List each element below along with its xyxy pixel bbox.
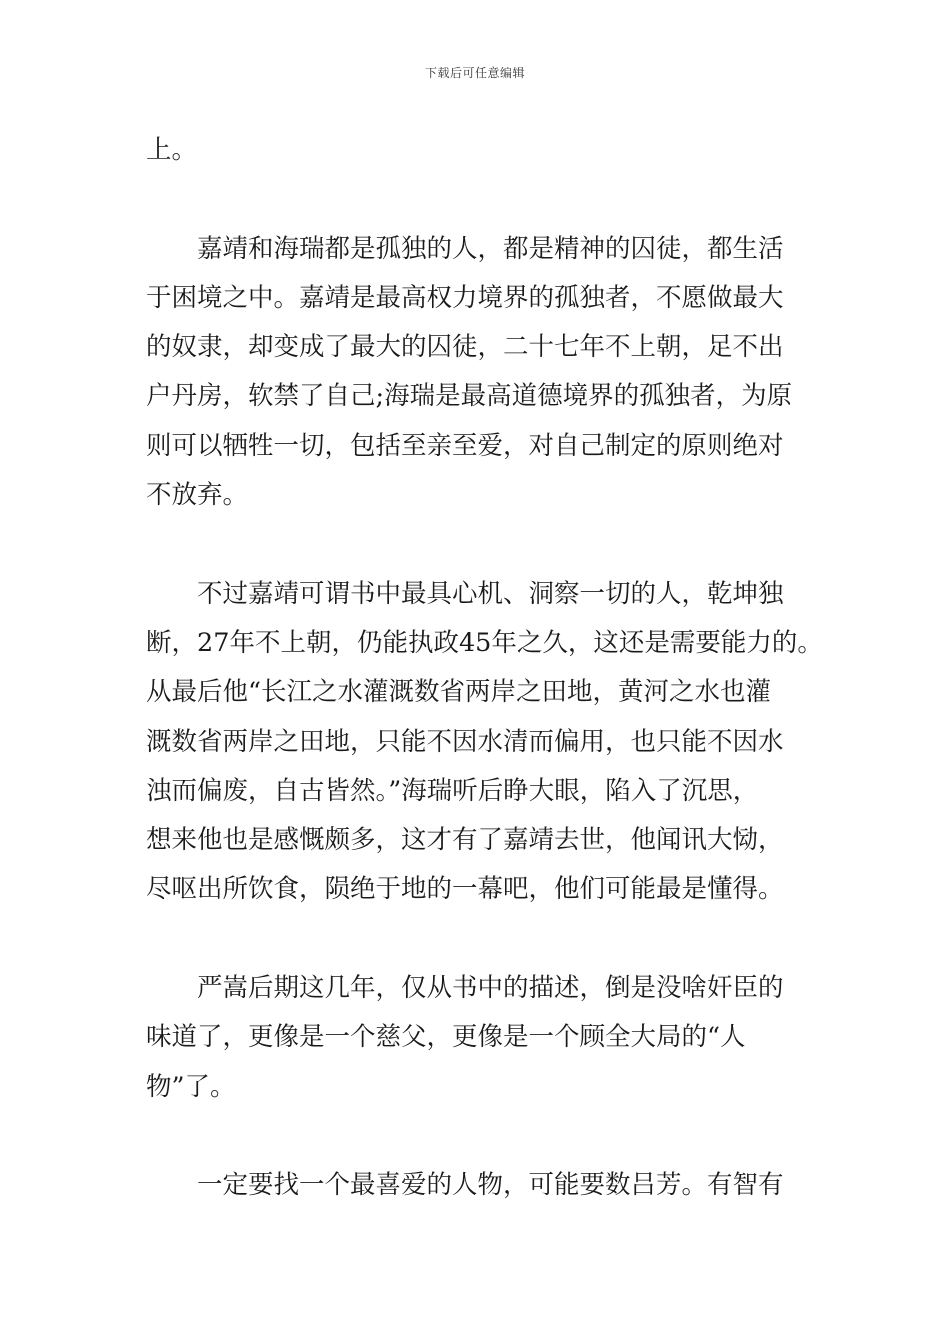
text-line: 断，27年不上朝，仍能执政45年之久，这还是需要能力的。 [146, 627, 823, 658]
paragraph-first-line: 不过嘉靖可谓书中最具心机、洞察一切的人，乾坤独 [197, 578, 784, 609]
paragraph-gap [146, 1112, 826, 1161]
text-line: 味道了，更像是一个慈父，更像是一个顾全大局的“人 [146, 1022, 746, 1053]
page-header-note: 下载后可任意编辑 [424, 66, 525, 80]
text-line: 的奴隶，却变成了最大的囚徒，二十七年不上朝，足不出 [146, 332, 784, 363]
text-line: 上。 [146, 135, 198, 165]
paragraph-gap [146, 915, 826, 964]
document-body [146, 126, 826, 1211]
text-line: 尽呕出所饮食，陨绝于地的一幕吧，他们可能最是懂得。 [146, 874, 784, 905]
text-line: 从最后他“长江之水灌溉数省两岸之田地，黄河之水也灌 [146, 677, 772, 708]
text-line: 浊而偏废，自古皆然。”海瑞听后睁大眼，陷入了沉思， [146, 775, 759, 806]
paragraph-first-line: 严嵩后期这几年，仅从书中的描述，倒是没啥奸臣的 [197, 973, 784, 1004]
text-line: 想来他也是感慨颇多，这才有了嘉靖去世，他闻讯大恸， [146, 825, 784, 856]
paragraph-gap [146, 520, 826, 569]
paragraph-first-line: 一定要找一个最喜爱的人物，可能要数吕芳。有智有 [197, 1170, 784, 1201]
text-line: 物”了。 [146, 1071, 236, 1102]
paragraph-gap [146, 175, 826, 224]
text-line: 溉数省两岸之田地，只能不因水清而偏用，也只能不因水 [146, 726, 784, 757]
text-line: 则可以牺牲一切，包括至亲至爱，对自己制定的原则绝对 [146, 430, 784, 461]
text-line: 不放弃。 [146, 480, 249, 511]
text-line: 于困境之中。嘉靖是最高权力境界的孤独者，不愿做最大 [146, 282, 784, 313]
text-line: 户丹房，软禁了自己;海瑞是最高道德境界的孤独者，为原 [146, 381, 793, 412]
paragraph-first-line: 嘉靖和海瑞都是孤独的人，都是精神的囚徒，都生活 [197, 233, 784, 264]
